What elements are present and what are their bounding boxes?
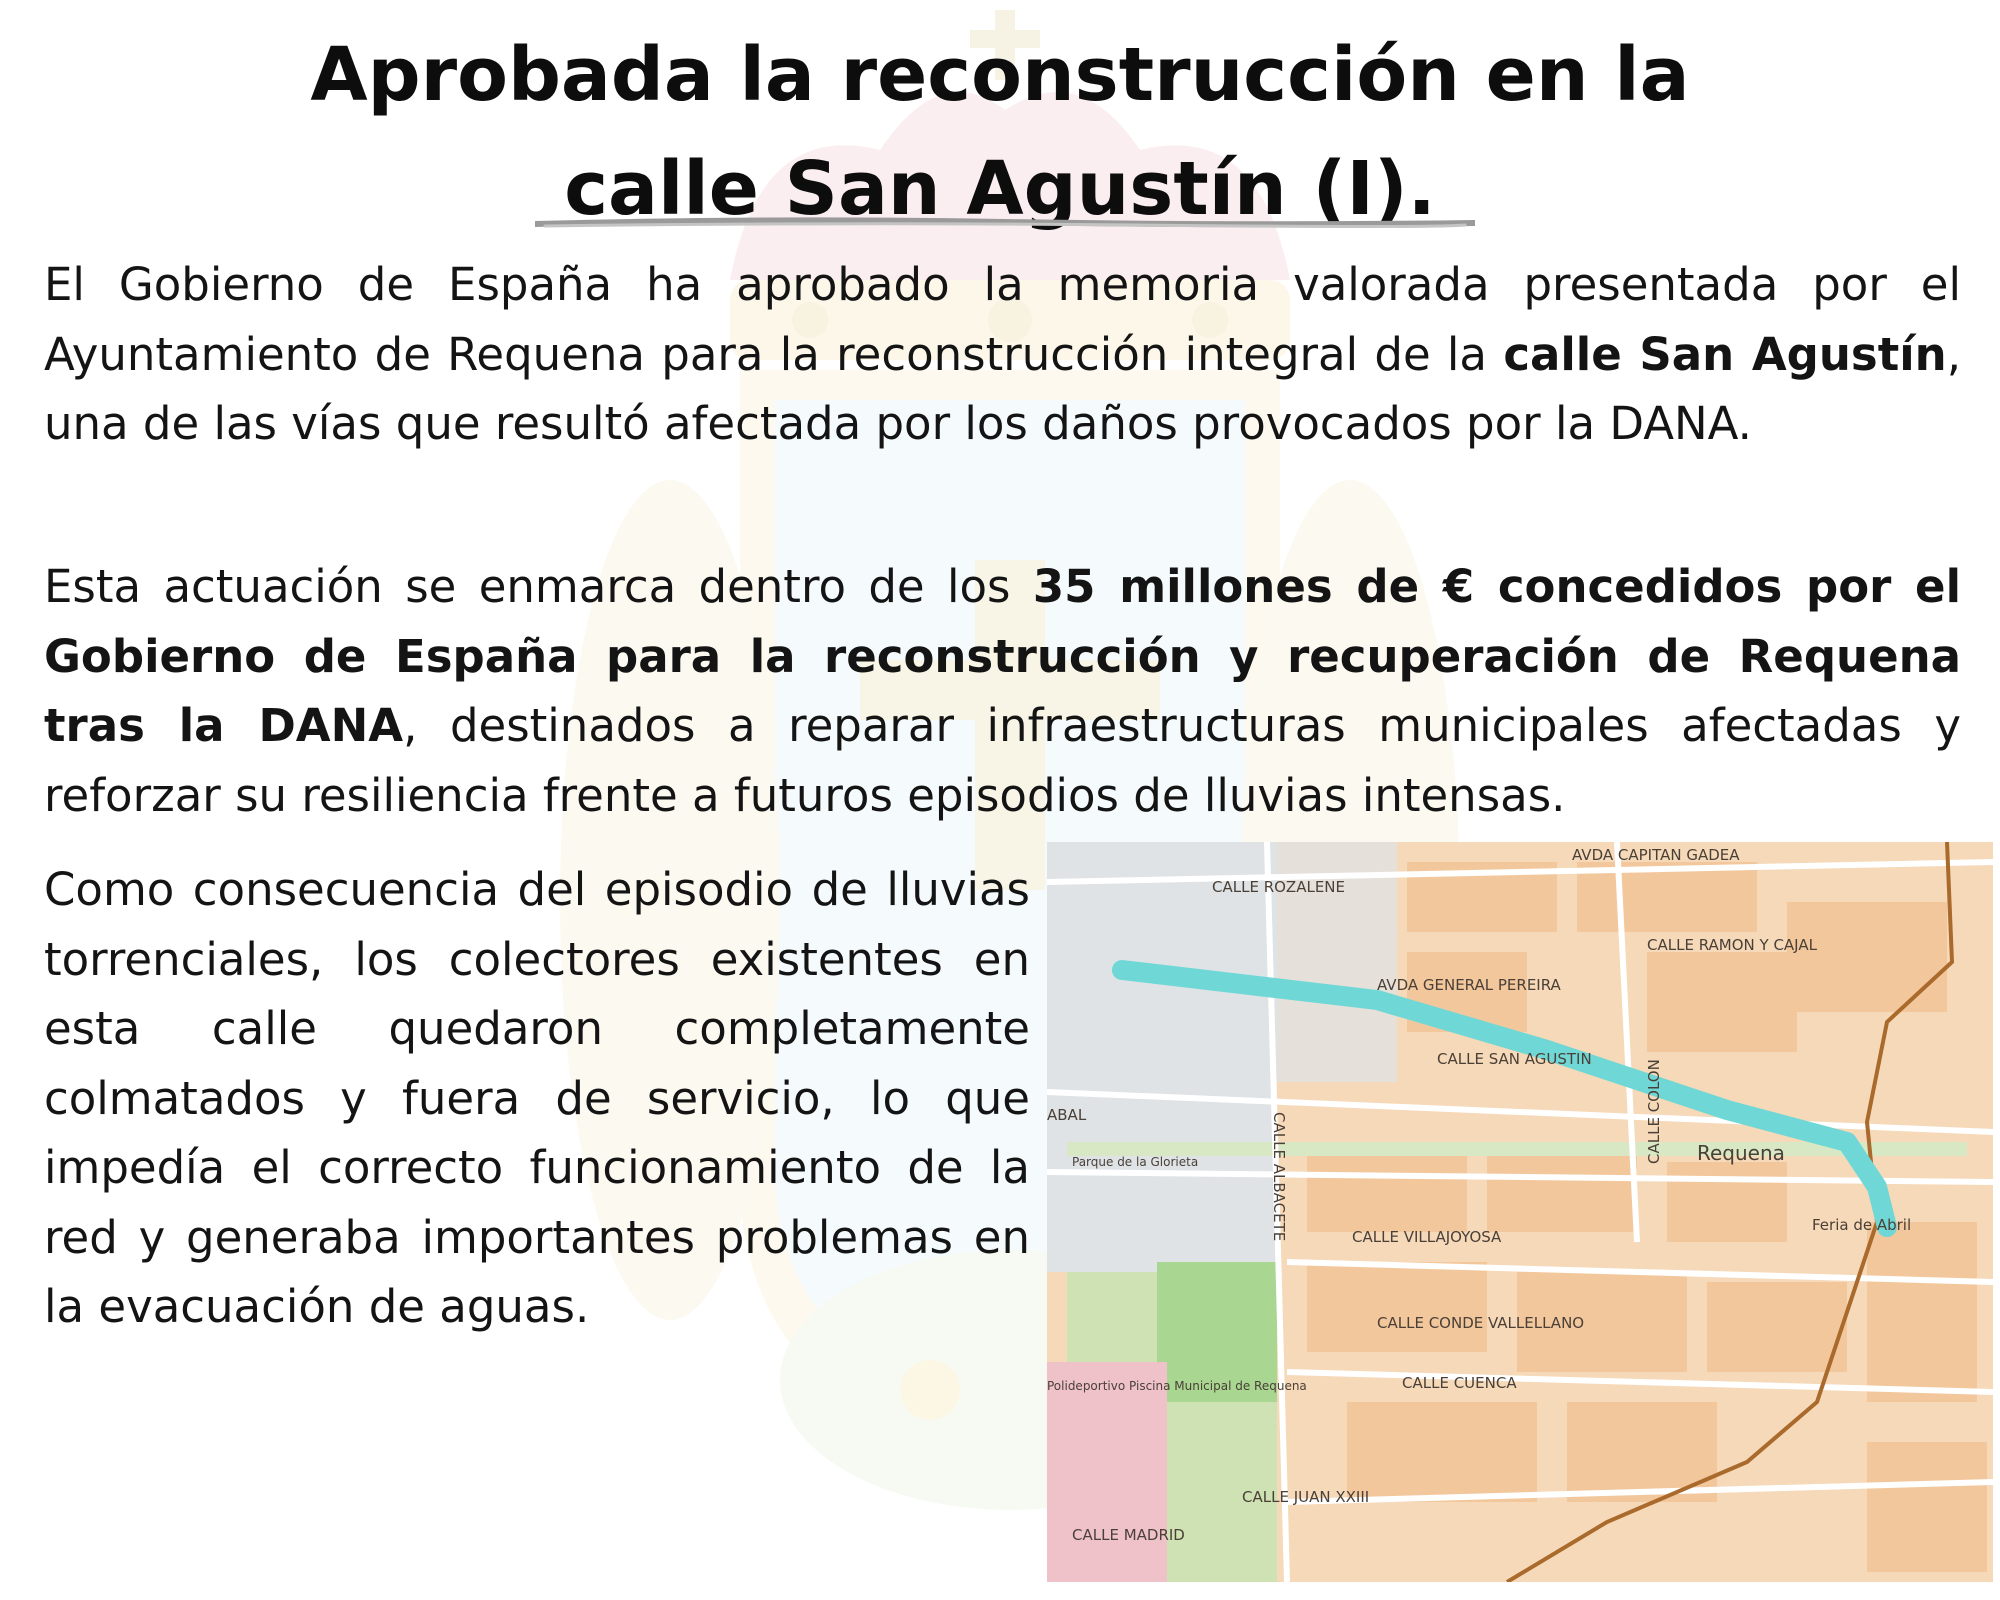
paragraph-2-bold: 35 millones de € concedidos por el Gobierno de España para la reconstrucción y recuperación de Requena tras la DANA (44, 560, 1961, 752)
map-label-cuenca: CALLE CUENCA (1402, 1374, 1517, 1392)
title-line-1: Aprobada la reconstrucción en la (310, 32, 1690, 118)
map-label-requena: Requena (1697, 1141, 1785, 1165)
paragraph-funding (44, 552, 1961, 830)
map-area-west (1047, 842, 1277, 1272)
street-map (1047, 842, 1993, 1582)
map-label-conde-vallellano: CALLE CONDE VALLELLANO (1377, 1314, 1585, 1332)
map-label-feria-abril: Feria de Abril (1812, 1216, 1912, 1234)
map-label-rozalen: CALLE ROZALENE (1212, 878, 1345, 896)
paragraph-1-text-b: , una de las vías que resultó afectada por los daños provocados por la DANA. (44, 327, 1961, 450)
title-underline (535, 213, 1475, 233)
paragraph-approval (44, 250, 1961, 459)
page-title (0, 18, 2000, 246)
paragraph-1-bold: calle San Agustín (1503, 327, 1947, 381)
map-label-abal: ABAL (1047, 1106, 1087, 1124)
map-label-villajoyosa: CALLE VILLAJOYOSA (1352, 1228, 1502, 1246)
title-line-2: calle San Agustín (I). (564, 146, 1436, 232)
map-label-albacete: CALLE ALBACETE (1270, 1112, 1288, 1242)
map-label-general-pereira: AVDA GENERAL PEREIRA (1377, 976, 1561, 994)
paragraph-2-text-a: Esta actuación se enmarca dentro de los (44, 560, 1033, 613)
map-label-capitan-gadea: AVDA CAPITAN GADEA (1572, 846, 1740, 864)
map-label-san-agustin: CALLE SAN AGUSTIN (1437, 1050, 1592, 1068)
paragraph-2-text-b: , destinados a reparar infraestructuras municipales afectadas y reforzar su resiliencia frente a futuros episodios de lluvias intensas. (44, 699, 1961, 822)
map-label-juan-xxiii: CALLE JUAN XXIII (1242, 1488, 1370, 1506)
paragraph-1-text-a: El Gobierno de España ha aprobado la memoria valorada presentada por el Ayuntamiento de Requena para la reconstrucción integral de la (44, 258, 1961, 381)
map-label-ramon-cajal: CALLE RAMON Y CAJAL (1647, 936, 1817, 954)
map-label-parque: Parque de la Glorieta (1072, 1155, 1199, 1169)
map-label-madrid: CALLE MADRID (1072, 1526, 1185, 1544)
map-pink-area (1047, 1362, 1167, 1582)
map-label-colon: CALLE COLON (1645, 1059, 1663, 1164)
paragraph-consequence: Como consecuencia del episodio de lluvias torrenciales, los colectores existentes en esta calle quedaron completamente colmatados y fuera de servicio, lo que impedía el correcto funcionamiento de la red y generaba importantes problemas en la evacuación de aguas. (44, 863, 1030, 1333)
map-label-polideportivo: Polideportivo Piscina Municipal de Requena (1047, 1379, 1307, 1393)
